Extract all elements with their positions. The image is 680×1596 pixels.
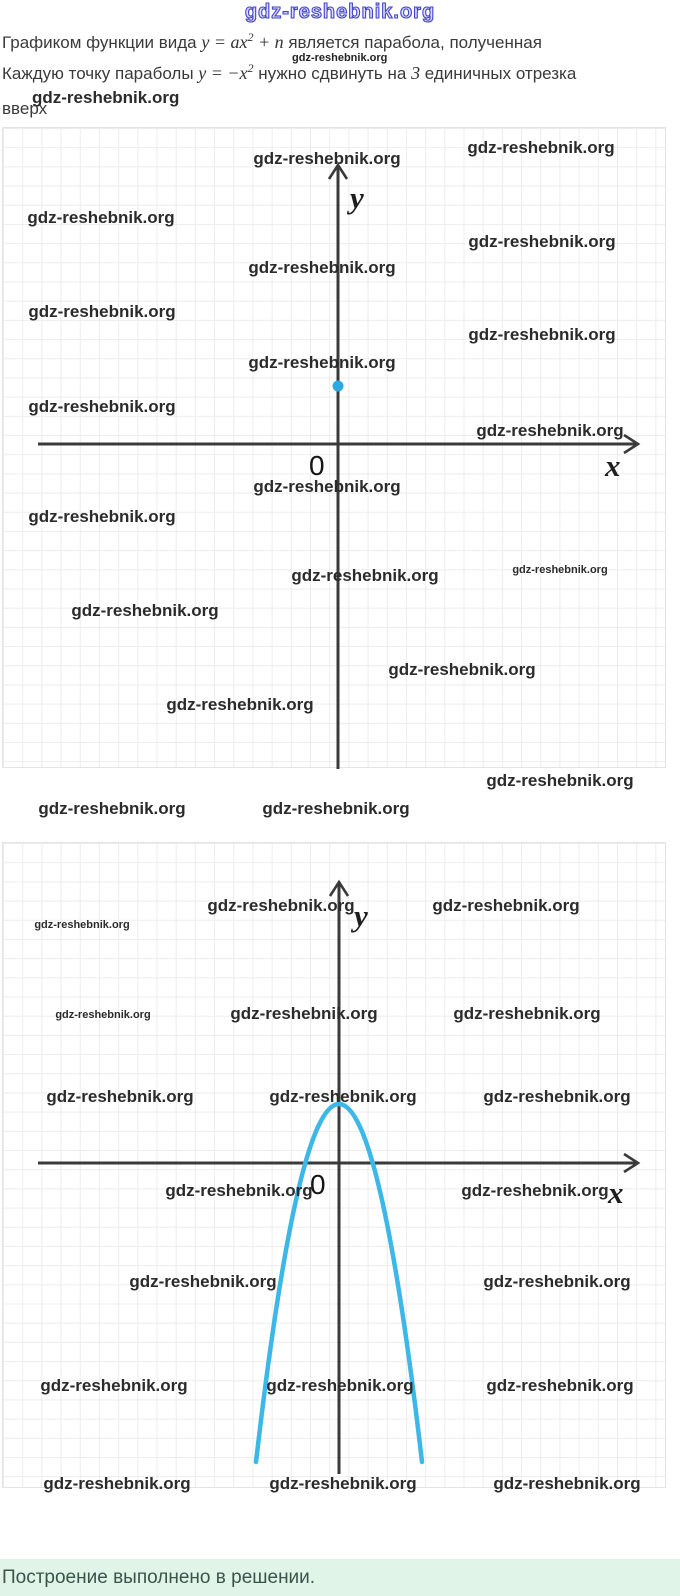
watermark-text: gdz-reshebnik.org: [253, 477, 401, 496]
intro-line1-tail: является парабола, полученная: [283, 33, 542, 52]
watermark-text: gdz-reshebnik.org: [486, 1376, 634, 1395]
graph2-plot: [3, 843, 667, 1489]
graph1-origin-label: 0: [309, 450, 325, 481]
watermark-text: gdz-reshebnik.org: [476, 421, 624, 440]
graph1-y-axis-label: y: [350, 180, 364, 215]
watermark-text: gdz-reshebnik.org: [486, 771, 634, 790]
watermark-text: gdz-reshebnik.org: [483, 1272, 631, 1291]
watermark-text: gdz-reshebnik.org: [165, 1181, 313, 1200]
watermark-text: gdz-reshebnik.org: [28, 507, 176, 526]
intro-watermark: gdz-reshebnik.org: [32, 88, 180, 107]
watermark-text: gdz-reshebnik.org: [291, 566, 439, 585]
graph2-origin-label: 0: [310, 1169, 326, 1200]
watermark-text: gdz-reshebnik.org: [207, 896, 355, 915]
intro-line2-text: Каждую точку параболы: [2, 64, 199, 83]
watermark-text: gdz-reshebnik.org: [248, 353, 396, 372]
watermark-text: gdz-reshebnik.org: [248, 258, 396, 277]
footer-note-text: Построение выполнено в решении.: [2, 1566, 316, 1588]
graph2-panel: [2, 842, 666, 1488]
watermark-text: gdz-reshebnik.org: [269, 1474, 417, 1493]
watermark-text: gdz-reshebnik.org: [467, 138, 615, 157]
watermark-text: gdz-reshebnik.org: [34, 919, 130, 931]
watermark-text: gdz-reshebnik.org: [269, 1087, 417, 1106]
inline-watermark: gdz-reshebnik.org: [292, 52, 388, 64]
watermark-text: gdz-reshebnik.org: [432, 896, 580, 915]
watermark-text: gdz-reshebnik.org: [71, 601, 219, 620]
watermark-text: gdz-reshebnik.org: [253, 149, 401, 168]
graph1-plot: [3, 128, 667, 769]
footer-note-bar: [0, 1559, 680, 1596]
graph2-y-axis-label: y: [354, 898, 368, 933]
intro-line-2: [2, 61, 576, 84]
watermark-text: gdz-reshebnik.org: [28, 397, 176, 416]
watermark-text: gdz-reshebnik.org: [28, 302, 176, 321]
watermark-text: gdz-reshebnik.org: [129, 1272, 277, 1291]
watermark-text: gdz-reshebnik.org: [453, 1004, 601, 1023]
intro-line-1: [2, 30, 542, 53]
watermark-text: gdz-reshebnik.org: [27, 208, 175, 227]
watermark-text: gdz-reshebnik.org: [166, 695, 314, 714]
graph1-x-axis-label: x: [605, 448, 621, 483]
graph2-x-axis-label: x: [608, 1175, 624, 1210]
watermark-text: gdz-reshebnik.org: [468, 232, 616, 251]
watermark-text: gdz-reshebnik.org: [38, 799, 186, 818]
graph1-panel: [2, 127, 666, 768]
watermark-text: gdz-reshebnik.org: [262, 799, 410, 818]
header-watermark: gdz-reshebnik.org: [244, 1, 436, 23]
plotted-point-0-3: [333, 381, 344, 392]
watermark-text: gdz-reshebnik.org: [55, 1009, 151, 1021]
watermark-text: gdz-reshebnik.org: [512, 564, 608, 576]
watermark-text: gdz-reshebnik.org: [468, 325, 616, 344]
watermark-text: gdz-reshebnik.org: [266, 1376, 414, 1395]
watermark-text: gdz-reshebnik.org: [493, 1474, 641, 1493]
shift-amount: 3: [411, 63, 421, 83]
watermark-text: gdz-reshebnik.org: [388, 660, 536, 679]
watermark-text: gdz-reshebnik.org: [43, 1474, 191, 1493]
intro-line1-text: Графиком функции вида: [2, 33, 202, 52]
watermark-text: gdz-reshebnik.org: [40, 1376, 188, 1395]
formula-y-minus-x2: $y = -x^2$: [198, 61, 254, 83]
intro-line2-tail-a: нужно сдвинуть на: [253, 64, 412, 83]
watermark-text: gdz-reshebnik.org: [46, 1087, 194, 1106]
intro-line2-tail-b: единичных отрезка: [420, 64, 577, 83]
watermark-text: gdz-reshebnik.org: [483, 1087, 631, 1106]
formula-y-ax2-n: $y = ax^2 + n$: [201, 30, 284, 52]
watermark-text: gdz-reshebnik.org: [230, 1004, 378, 1023]
watermark-text: gdz-reshebnik.org: [461, 1181, 609, 1200]
intro-word-up: вверх: [2, 99, 48, 118]
